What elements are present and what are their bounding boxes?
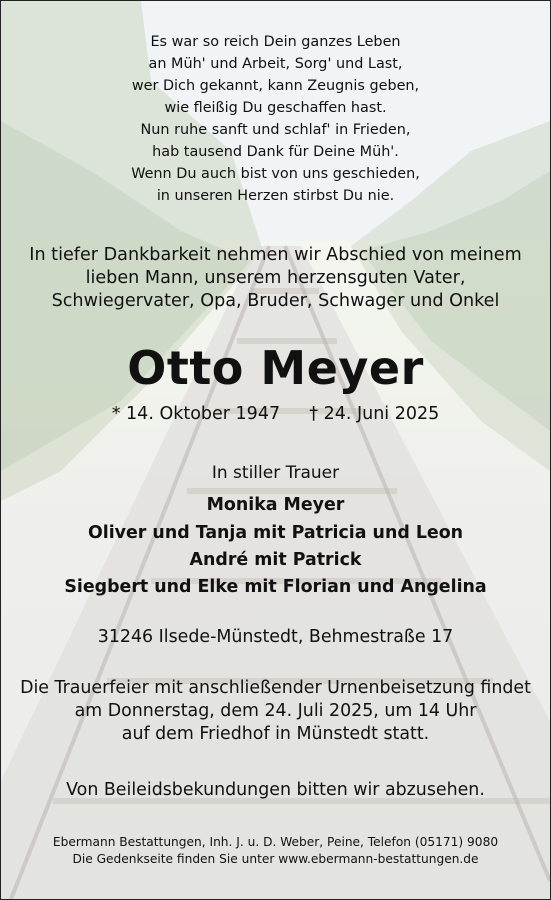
- poem-line: an Müh' und Arbeit, Sorg' und Last,: [148, 56, 403, 72]
- life-dates: [1, 404, 550, 424]
- poem-line: wie fleißig Du geschaffen hast.: [164, 100, 387, 116]
- poem-line: Nun ruhe sanft und schlaf' in Frieden,: [140, 122, 411, 138]
- notice-text: [1, 1, 550, 899]
- intro-line: In tiefer Dankbarkeit nehmen wir Abschied von meinem: [29, 245, 522, 265]
- deceased-name: Otto Meyer: [127, 341, 424, 395]
- intro-line: lieben Mann, unserem herzensguten Vater,: [85, 268, 466, 288]
- mourner-name: Oliver und Tanja mit Patricia und Leon: [87, 523, 464, 543]
- poem-line: wer Dich gekannt, kann Zeugnis geben,: [131, 78, 420, 94]
- ceremony-line: Die Trauerfeier mit anschließender Urnenbeisetzung findet: [20, 678, 531, 698]
- mourning-intro: In stiller Trauer: [211, 463, 340, 483]
- death-date: † 24. Juni 2025: [309, 404, 440, 424]
- poem-line: Es war so reich Dein ganzes Leben: [150, 34, 401, 50]
- poem-line: Wenn Du auch bist von uns geschieden,: [131, 166, 420, 182]
- funeral-home-line: Ebermann Bestattungen, Inh. J. u. D. Weber, Peine, Telefon (05171) 9080: [52, 835, 499, 849]
- poem-line: in unseren Herzen stirbst Du nie.: [156, 188, 395, 204]
- family-address: 31246 Ilsede-Münstedt, Behmestraße 17: [97, 627, 454, 647]
- mourner-name: Siegbert und Elke mit Florian und Angelina: [64, 577, 487, 597]
- birth-date: * 14. Oktober 1947: [111, 404, 281, 424]
- mourner-name: Monika Meyer: [206, 495, 345, 515]
- ceremony-line: auf dem Friedhof in Münstedt statt.: [121, 724, 430, 744]
- ceremony-line: am Donnerstag, dem 24. Juli 2025, um 14 Uhr: [74, 701, 477, 721]
- memorial-page-line: Die Gedenkseite finden Sie unter www.ebermann-bestattungen.de: [72, 852, 479, 866]
- poem-line: hab tausend Dank für Deine Müh'.: [152, 144, 399, 160]
- mourner-name: André mit Patrick: [189, 550, 362, 570]
- intro-line: Schwiegervater, Opa, Bruder, Schwager und Onkel: [51, 291, 500, 311]
- condolence-note: Von Beileidsbekundungen bitten wir abzusehen.: [66, 780, 485, 800]
